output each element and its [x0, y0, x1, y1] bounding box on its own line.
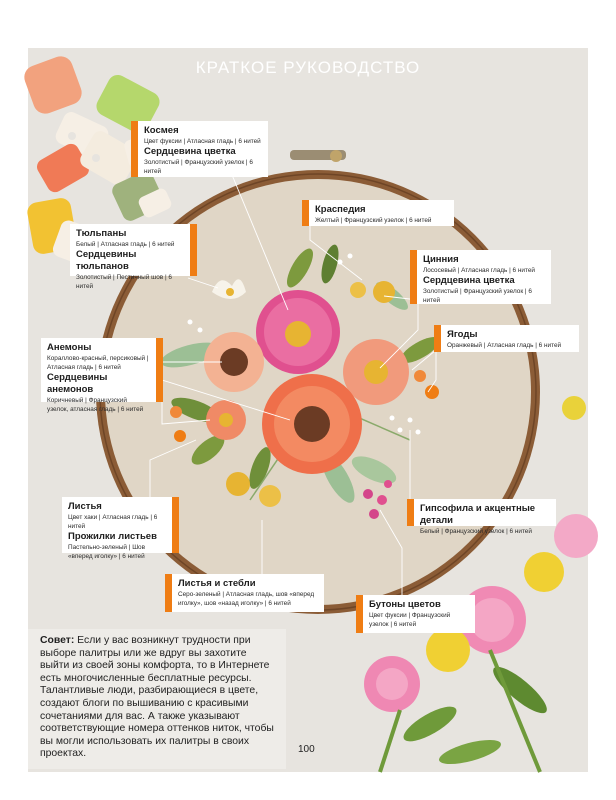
callout-subdesc: Золотистый | Пестичный шов | 6 нитей	[76, 274, 172, 290]
callout-stems	[172, 574, 324, 612]
page-title: КРАТКОЕ РУКОВОДСТВО	[195, 58, 421, 77]
accent-bar	[407, 499, 414, 526]
callout-title: Бутоны цветов	[369, 599, 441, 610]
callout-desc: Желтый | Французский узелок | 6 нитей	[315, 217, 432, 224]
callout-title: Листья и стебли	[178, 578, 256, 589]
accent-bar	[434, 325, 441, 352]
callout-subdesc: Золотистый | Французский узелок | 6 нитей	[423, 288, 532, 304]
accent-bar	[156, 338, 163, 402]
callout-title: Цинния	[423, 254, 459, 265]
tip-paragraph	[40, 635, 278, 761]
accent-bar	[131, 121, 138, 177]
callout-kosmeya	[138, 121, 268, 177]
callout-subtitle: Сердцевина цветка	[144, 146, 236, 157]
accent-bar	[356, 595, 363, 633]
callout-desc: Лососевый | Атласная гладь | 6 нитей	[423, 267, 535, 274]
callout-desc: Белый | Французский узелок | 6 нитей	[420, 528, 532, 535]
accent-bar	[302, 200, 309, 226]
callout-anemones	[41, 338, 156, 413]
tip-box	[28, 629, 286, 769]
callout-subdesc: Золотистый | Французский узелок | 6 нитей	[144, 159, 253, 175]
callout-buds	[363, 595, 475, 633]
callout-subtitle: Сердцевины тюльпанов	[76, 249, 137, 272]
accent-bar	[165, 574, 172, 612]
accent-bar	[172, 497, 179, 553]
accent-bar	[410, 250, 417, 304]
callout-title: Ягоды	[447, 329, 478, 340]
callout-subdesc: Пастельно-зеленый | Шов «вперед иголку» | 6 нитей	[68, 544, 146, 560]
callout-subtitle: Сердцевины анемонов	[47, 372, 108, 395]
callout-desc: Цвет хаки | Атласная гладь | 6 нитей	[68, 514, 158, 530]
callout-tulips	[70, 224, 190, 290]
callout-title: Краспедия	[315, 204, 366, 215]
callout-craspedia	[309, 200, 454, 226]
page-number: 100	[298, 744, 315, 755]
callout-title: Космея	[144, 125, 179, 136]
callout-title: Гипсофила и акцентные детали	[420, 503, 536, 526]
tip-label: Совет:	[40, 635, 75, 646]
callout-subtitle: Прожилки листьев	[68, 531, 157, 542]
callout-title: Анемоны	[47, 342, 92, 353]
callout-subdesc: Коричневый | Французский узелок, атласная гладь | 6 нитей	[47, 397, 144, 413]
callout-desc: Оранжевый | Атласная гладь | 6 нитей	[447, 342, 562, 349]
callout-title: Листья	[68, 501, 102, 512]
callout-berries	[441, 325, 579, 352]
callout-zinnia	[417, 250, 551, 304]
callout-desc: Кораллово-красный, персиковый | Атласная гладь | 6 нитей	[47, 355, 149, 371]
callout-subtitle: Сердцевина цветка	[423, 275, 515, 286]
callout-gypsophila	[414, 499, 556, 535]
accent-bar	[190, 224, 197, 276]
tip-text: Если у вас возникнут трудности при выборе палитры или же вдруг вы захотите выйти из своей зоны комфорта, то в Интернете есть многочисленные бесплатные ресурсы. Талантливые люди, разбирающиеся в цвете, создают блоги по вышиванию с красивыми сочетаниями для вас. А также указывают соответствующие номера оттенков ниток, чтобы вы могли использовать их палитры в своих проектах.	[40, 635, 274, 760]
callout-desc: Белый | Атласная гладь | 6 нитей	[76, 241, 175, 248]
callout-desc: Серо-зеленый | Атласная гладь, шов «вперед иголку», шов «назад иголку» | 6 нитей	[178, 591, 315, 607]
callout-desc: Цвет фуксии | Атласная гладь | 6 нитей	[144, 138, 261, 145]
callout-leaves	[62, 497, 172, 560]
callout-title: Тюльпаны	[76, 228, 127, 239]
callout-desc: Цвет фуксии | Французский узелок | 6 нитей	[369, 612, 451, 628]
